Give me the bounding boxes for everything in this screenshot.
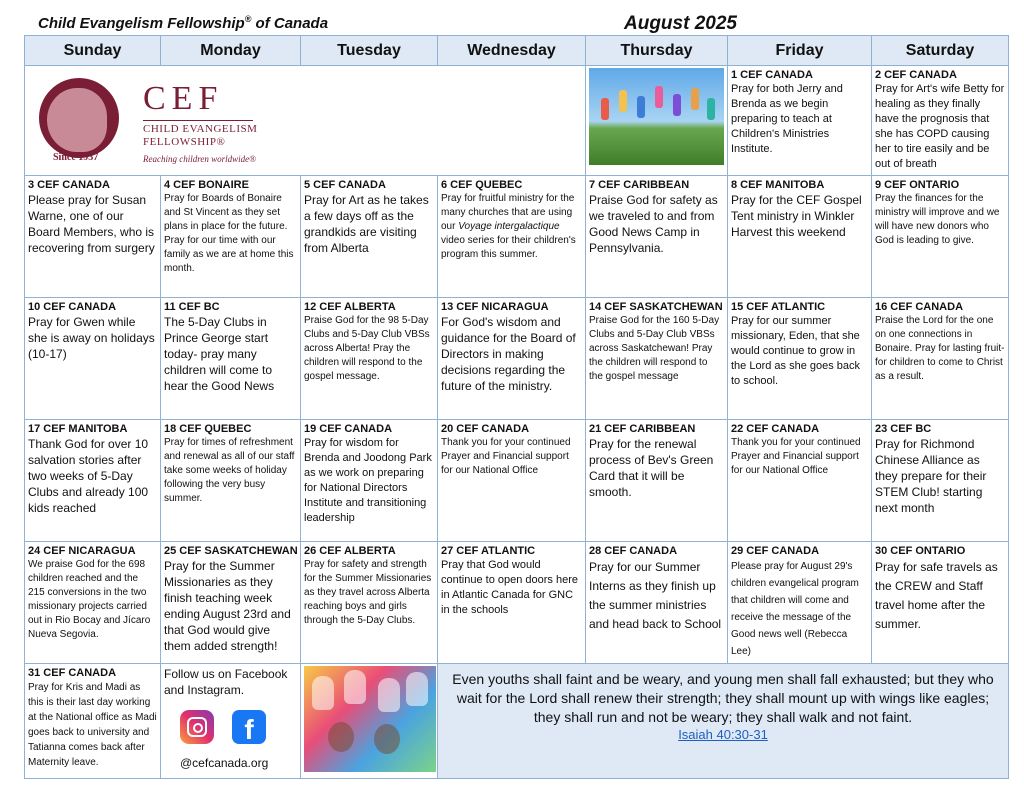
day-title-1: 1 CEF CANADA bbox=[731, 69, 813, 81]
day-text-6-b: video series for their children's program this summer. bbox=[441, 235, 576, 260]
day-cell-13 bbox=[438, 298, 586, 420]
photo-cell-hands bbox=[301, 664, 438, 779]
bible-verse: Even youths shall faint and be weary, and young men shall fall exhausted; but they who wait for the Lord shall renew their strength; they shall mount up with wings like eagles; they shall run and not be weary; they shall walk and not faint. bbox=[452, 671, 994, 725]
day-title-12: 12 CEF ALBERTA bbox=[304, 301, 396, 313]
day-text-3: Please pray for Susan Warne, one of our Board Members, who is recovering from surgery bbox=[28, 193, 155, 255]
day-text-11: The 5-Day Clubs in Prince George start today- pray many children will come to hear the Good News bbox=[164, 315, 275, 393]
day-text-9: Pray the finances for the ministry will improve and we will have new donors who God is leading to give. bbox=[875, 193, 1000, 246]
logo-name-line1: CHILD EVANGELISM bbox=[143, 123, 258, 135]
month-title: August 2025 bbox=[624, 13, 737, 34]
logo-tagline: Reaching children worldwide® bbox=[143, 154, 256, 164]
week-row-4 bbox=[25, 420, 1009, 542]
day-title-24: 24 CEF NICARAGUA bbox=[28, 545, 136, 557]
day-cell-18 bbox=[161, 420, 301, 542]
day-text-10: Pray for Gwen while she is away on holidays (10-17) bbox=[28, 315, 155, 361]
day-cell-12 bbox=[301, 298, 438, 420]
day-text-22: Thank you for your continued Prayer and Financial support for our National Office bbox=[731, 437, 861, 476]
day-text-6 bbox=[441, 192, 582, 262]
logo-name-line2: FELLOWSHIP® bbox=[143, 136, 226, 148]
day-text-25: Pray for the Summer Missionaries as they finish teaching week ending August 23rd and that God would give them added strength! bbox=[164, 559, 291, 653]
day-title-17: 17 CEF MANITOBA bbox=[28, 423, 128, 435]
weekday-header-row bbox=[25, 36, 1009, 66]
day-title-25: 25 CEF SASKATCHEWAN bbox=[164, 545, 298, 557]
day-cell-5 bbox=[301, 176, 438, 298]
day-text-29: Please pray for August 29's children evangelical program that children will come and receive the message of the Good news well (Rebecca Lee) bbox=[731, 561, 859, 657]
day-text-1: Pray for both Jerry and Brenda as we begin preparing to teach at Children's Ministries Institute. bbox=[731, 83, 843, 155]
day-title-2: 2 CEF CANADA bbox=[875, 69, 957, 81]
social-icons bbox=[180, 710, 297, 744]
day-cell-16 bbox=[872, 298, 1009, 420]
day-title-28: 28 CEF CANADA bbox=[589, 545, 678, 557]
day-text-19: Pray for wisdom for Brenda and Joodong Park as we work on preparing for National Directors Institute and transitioning leadership bbox=[304, 437, 432, 524]
day-text-6-em: Voyage intergalactique bbox=[458, 221, 560, 232]
day-cell-27 bbox=[438, 542, 586, 664]
day-text-24: We praise God for the 698 children reached and the 215 conversions in the two missionary projects carried out in Rio Bocay and Jícaro Nueva Segovia. bbox=[28, 559, 151, 640]
day-cell-14 bbox=[586, 298, 728, 420]
organization-name: Child Evangelism Fellowship bbox=[38, 15, 245, 32]
social-handle: @cefcanada.org bbox=[180, 756, 269, 770]
day-title-4: 4 CEF BONAIRE bbox=[164, 179, 249, 191]
day-title-23: 23 CEF BC bbox=[875, 423, 932, 435]
day-cell-4 bbox=[161, 176, 301, 298]
day-title-27: 27 CEF ATLANTIC bbox=[441, 545, 536, 557]
day-title-7: 7 CEF CARIBBEAN bbox=[589, 179, 690, 191]
day-cell-19 bbox=[301, 420, 438, 542]
weekday-wednesday: Wednesday bbox=[438, 36, 586, 66]
day-title-31: 31 CEF CANADA bbox=[28, 667, 117, 679]
day-text-5: Pray for Art as he takes a few days off as the grandkids are visiting from Alberta bbox=[304, 193, 429, 255]
day-text-21: Pray for the renewal process of Bev's Green Card that it will be smooth. bbox=[589, 437, 714, 499]
day-text-16: Praise the Lord for the one on one connections in Bonaire. Pray for lasting fruit-for children to come to Christ as a result. bbox=[875, 315, 1005, 382]
logo-acronym: CEF bbox=[143, 80, 224, 117]
day-text-12: Praise God for the 98 5-Day Clubs and 5-Day Club VBSs across Alberta! Pray the children will respond to the gospel message. bbox=[304, 315, 430, 382]
cef-logo bbox=[39, 74, 259, 166]
day-text-23: Pray for Richmond Chinese Alliance as they prepare for their STEM Club! starting next month bbox=[875, 437, 987, 515]
day-text-18: Pray for times of refreshment and renewal as all of our staff take some weeks of holiday following the very busy summer. bbox=[164, 437, 295, 504]
weekday-friday: Friday bbox=[728, 36, 872, 66]
day-cell-15 bbox=[728, 298, 872, 420]
cef-logo-cell bbox=[25, 66, 586, 176]
follow-us-text: Follow us on Facebook and Instagram. bbox=[164, 667, 288, 697]
day-text-31: Pray for Kris and Madi as this is their last day working at the National office as Madi goes back to university and Tatianna comes back after Maternity leave. bbox=[28, 682, 157, 768]
day-text-30: Pray for safe travels as the CREW and Staff travel home after the summer. bbox=[875, 560, 998, 631]
day-title-20: 20 CEF CANADA bbox=[441, 423, 530, 435]
week-row-2 bbox=[25, 176, 1009, 298]
instagram-icon[interactable] bbox=[180, 710, 214, 744]
week-row-1 bbox=[25, 66, 1009, 176]
day-cell-31 bbox=[25, 664, 161, 779]
social-cell bbox=[161, 664, 301, 779]
day-title-16: 16 CEF CANADA bbox=[875, 301, 964, 313]
day-text-26: Pray for safety and strength for the Summer Missionaries as they travel across Alberta reaching boys and girls through the 5-Day Clubs. bbox=[304, 559, 432, 626]
day-cell-29 bbox=[728, 542, 872, 664]
week-row-5 bbox=[25, 542, 1009, 664]
day-cell-6 bbox=[438, 176, 586, 298]
day-text-8: Pray for the CEF Gospel Tent ministry in Winkler Harvest this weekend bbox=[731, 193, 862, 239]
calendar-grid bbox=[24, 35, 1009, 779]
day-cell-26 bbox=[301, 542, 438, 664]
day-text-27: Pray that God would continue to open doors here in Atlantic Canada for GNC in the schools bbox=[441, 559, 578, 616]
day-cell-9 bbox=[872, 176, 1009, 298]
weekday-saturday: Saturday bbox=[872, 36, 1009, 66]
day-text-13: For God's wisdom and guidance for the Board of Directors in making decisions regarding the future of the ministry. bbox=[441, 315, 576, 393]
day-text-20: Thank you for your continued Prayer and Financial support for our National Office bbox=[441, 437, 571, 476]
weekday-monday: Monday bbox=[161, 36, 301, 66]
day-text-28: Pray for our Summer Interns as they finish up the summer ministries and head back to School bbox=[589, 560, 722, 631]
child-silhouette-icon bbox=[47, 88, 107, 152]
verse-cell bbox=[438, 664, 1009, 779]
kids-painted-hands-photo bbox=[304, 666, 436, 772]
day-title-9: 9 CEF ONTARIO bbox=[875, 179, 960, 191]
verse-reference-link[interactable]: Isaiah 40:30-31 bbox=[678, 727, 768, 742]
day-text-2: Pray for Art's wife Betty for healing as they finally have the prognosis that she has COPD causing her to tire easily and be out of breath bbox=[875, 83, 1005, 170]
logo-divider bbox=[143, 120, 253, 121]
day-cell-28 bbox=[586, 542, 728, 664]
day-title-13: 13 CEF NICARAGUA bbox=[441, 301, 549, 313]
photo-cell-kids bbox=[586, 66, 728, 176]
day-title-30: 30 CEF ONTARIO bbox=[875, 545, 966, 557]
day-cell-23 bbox=[872, 420, 1009, 542]
day-cell-20 bbox=[438, 420, 586, 542]
day-cell-3 bbox=[25, 176, 161, 298]
day-title-18: 18 CEF QUEBEC bbox=[164, 423, 252, 435]
day-text-4: Pray for Boards of Bonaire and St Vincent as they set plans in place for the future. Pray for our time with our family as we are at home this month. bbox=[164, 193, 294, 274]
day-cell-25 bbox=[161, 542, 301, 664]
jumping-kids-photo bbox=[589, 68, 724, 165]
day-cell-17 bbox=[25, 420, 161, 542]
organization-title bbox=[38, 14, 328, 32]
week-row-6 bbox=[25, 664, 1009, 779]
day-title-3: 3 CEF CANADA bbox=[28, 179, 110, 191]
day-cell-1 bbox=[728, 66, 872, 176]
day-cell-11 bbox=[161, 298, 301, 420]
day-cell-7 bbox=[586, 176, 728, 298]
day-title-11: 11 CEF BC bbox=[164, 301, 220, 313]
logo-emblem-icon bbox=[39, 78, 119, 158]
day-cell-8 bbox=[728, 176, 872, 298]
registered-mark: ® bbox=[244, 14, 252, 24]
day-text-7: Praise God for safety as we traveled to and from Good News Camp in Pennsylvania. bbox=[589, 193, 718, 255]
week-row-3 bbox=[25, 298, 1009, 420]
day-title-5: 5 CEF CANADA bbox=[304, 179, 386, 191]
day-text-14: Praise God for the 160 5-Day Clubs and 5-Day Club VBSs across Saskatchewan! Pray the children will respond to the gospel message bbox=[589, 315, 720, 382]
organization-suffix: of Canada bbox=[255, 15, 329, 32]
day-cell-2 bbox=[872, 66, 1009, 176]
day-title-10: 10 CEF CANADA bbox=[28, 301, 117, 313]
day-title-6: 6 CEF QUEBEC bbox=[441, 179, 523, 191]
facebook-icon[interactable]: f bbox=[232, 710, 266, 744]
day-cell-30 bbox=[872, 542, 1009, 664]
day-title-21: 21 CEF CARIBBEAN bbox=[589, 423, 696, 435]
day-cell-22 bbox=[728, 420, 872, 542]
logo-since: Since 1937 bbox=[53, 152, 99, 163]
day-cell-24 bbox=[25, 542, 161, 664]
day-title-15: 15 CEF ATLANTIC bbox=[731, 301, 826, 313]
day-cell-21 bbox=[586, 420, 728, 542]
weekday-sunday: Sunday bbox=[25, 36, 161, 66]
day-text-15: Pray for our summer missionary, Eden, that she would continue to grow in the Lord as she goes back to school. bbox=[731, 315, 861, 387]
day-title-22: 22 CEF CANADA bbox=[731, 423, 820, 435]
day-text-6-a: Pray for fruitful ministry for the many churches that are using our bbox=[441, 193, 575, 232]
day-title-26: 26 CEF ALBERTA bbox=[304, 545, 396, 557]
logo-name bbox=[143, 123, 257, 149]
day-title-19: 19 CEF CANADA bbox=[304, 423, 393, 435]
weekday-thursday: Thursday bbox=[586, 36, 728, 66]
day-cell-10 bbox=[25, 298, 161, 420]
day-title-29: 29 CEF CANADA bbox=[731, 545, 820, 557]
day-title-14: 14 CEF SASKATCHEWAN bbox=[589, 301, 723, 313]
weekday-tuesday: Tuesday bbox=[301, 36, 438, 66]
day-title-8: 8 CEF MANITOBA bbox=[731, 179, 825, 191]
day-text-17: Thank God for over 10 salvation stories after two weeks of 5-Day Clubs and already 100 kids reached bbox=[28, 437, 149, 515]
